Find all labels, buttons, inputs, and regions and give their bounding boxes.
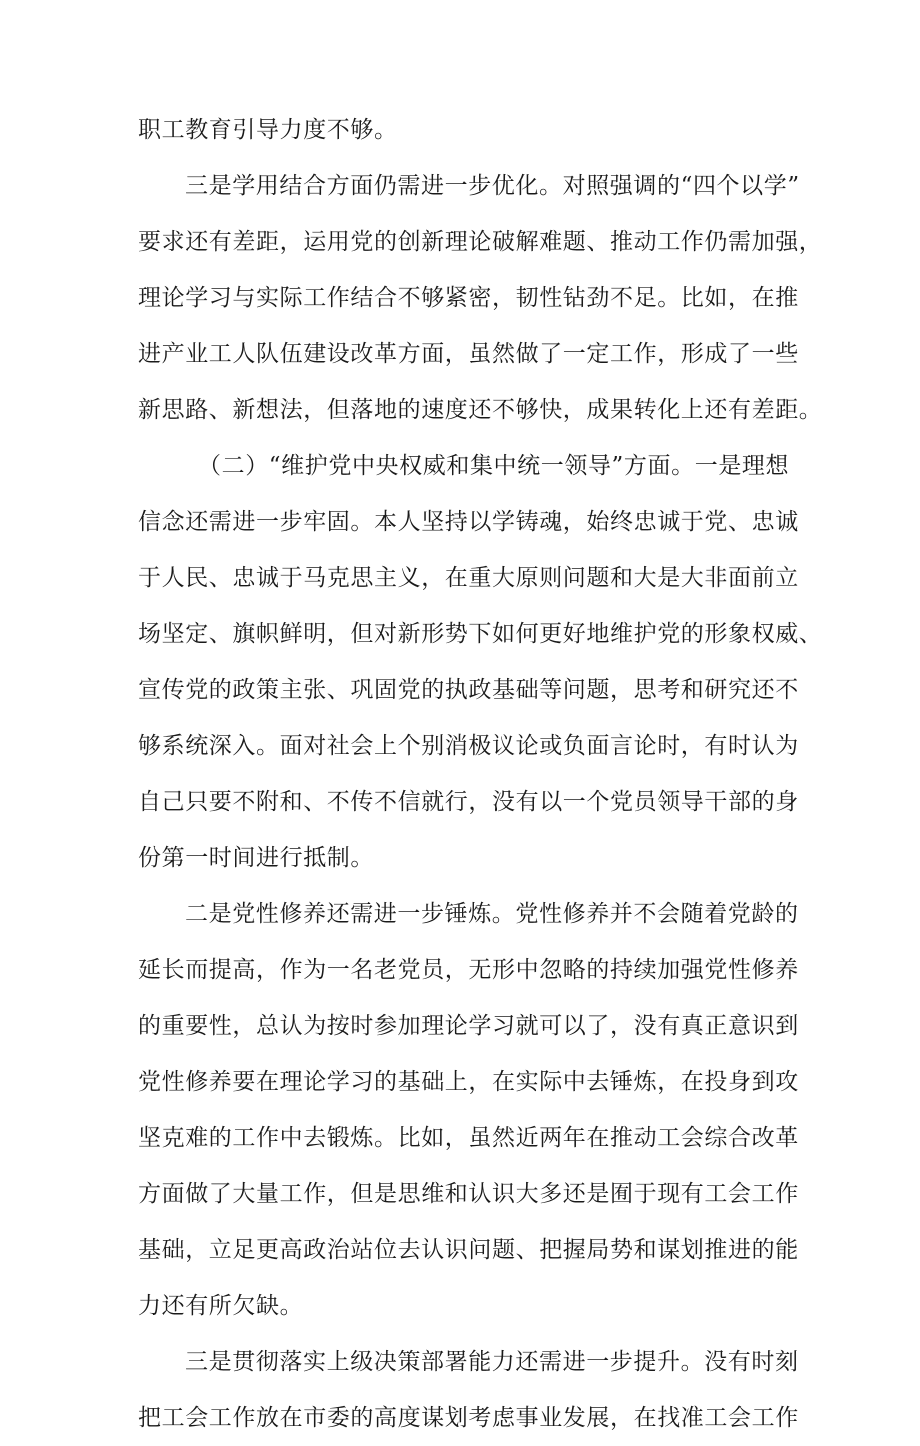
text-line: 宣传党的政策主张、巩固党的执政基础等问题，思考和研究还不 (138, 677, 799, 703)
text-line: 坚克难的工作中去锻炼。比如，虽然近两年在推动工会综合改革 (138, 1125, 799, 1151)
text-line: 进产业工人队伍建设改革方面，虽然做了一定工作，形成了一些 (138, 341, 799, 367)
text-line: 力还有所欠缺。 (138, 1293, 304, 1319)
text-line: 够系统深入。面对社会上个别消极议论或负面言论时，有时认为 (138, 733, 799, 759)
paragraph-first-line: （二）“维护党中央权威和集中统一领导”方面。一是理想 (198, 453, 790, 479)
paragraph-first-line: 三是贯彻落实上级决策部署能力还需进一步提升。没有时刻 (185, 1349, 799, 1375)
text-line: 的重要性，总认为按时参加理论学习就可以了，没有真正意识到 (138, 1013, 799, 1039)
paragraph-first-line: 二是党性修养还需进一步锤炼。党性修养并不会随着党龄的 (185, 901, 799, 927)
text-line: 自己只要不附和、不传不信就行，没有以一个党员领导干部的身 (138, 789, 799, 815)
text-line: 基础，立足更高政治站位去认识问题、把握局势和谋划推进的能 (138, 1237, 799, 1263)
text-line: 份第一时间进行抵制。 (138, 845, 374, 871)
document-body (138, 102, 823, 1446)
paragraph-first-line: 三是学用结合方面仍需进一步优化。对照强调的“四个以学” (185, 173, 800, 199)
text-line: 理论学习与实际工作结合不够紧密，韧性钻劲不足。比如，在推 (138, 285, 799, 311)
text-line: 于人民、忠诚于马克思主义，在重大原则问题和大是大非面前立 (138, 565, 799, 591)
text-line: 把工会工作放在市委的高度谋划考虑事业发展，在找准工会工作 (138, 1405, 799, 1431)
text-line: 要求还有差距，运用党的创新理论破解难题、推动工作仍需加强， (138, 229, 823, 255)
text-line: 信念还需进一步牢固。本人坚持以学铸魂，始终忠诚于党、忠诚 (138, 509, 799, 535)
text-line: 场坚定、旗帜鲜明，但对新形势下如何更好地维护党的形象权威、 (138, 621, 823, 647)
text-line: 新思路、新想法，但落地的速度还不够快，成果转化上还有差距。 (138, 397, 823, 423)
text-line: 党性修养要在理论学习的基础上，在实际中去锤炼，在投身到攻 (138, 1069, 799, 1095)
text-line: 职工教育引导力度不够。 (138, 117, 398, 143)
text-line: 延长而提高，作为一名老党员，无形中忽略的持续加强党性修养 (138, 957, 799, 983)
text-line: 方面做了大量工作，但是思维和认识大多还是囿于现有工会工作 (138, 1181, 799, 1207)
